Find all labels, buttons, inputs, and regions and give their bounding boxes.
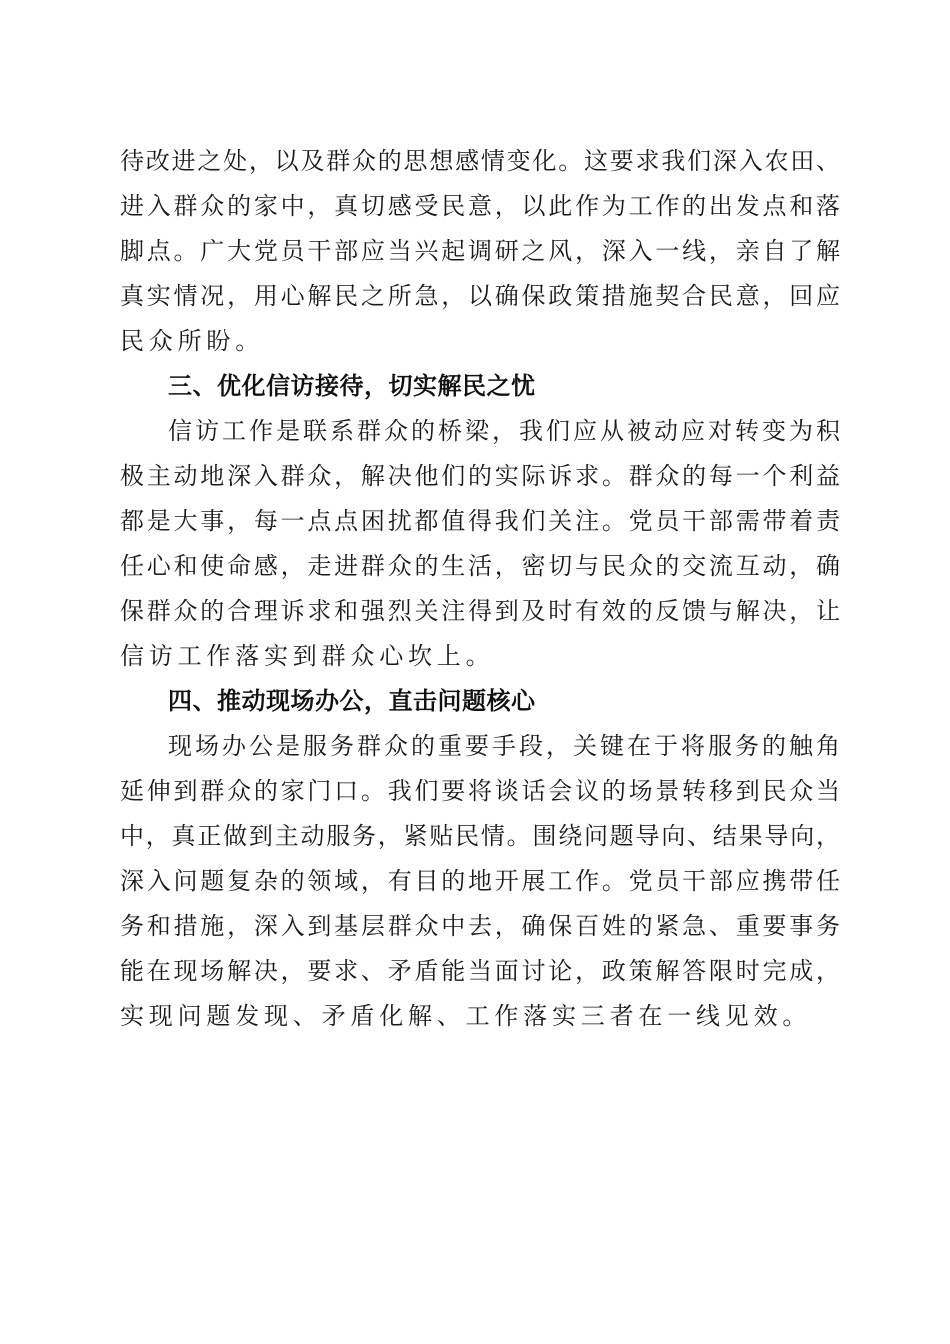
section-heading-3: 三、优化信访接待，切实解民之忧 xyxy=(168,372,536,400)
paragraph-line: 中，真正做到主动服务，紧贴民情。围绕问题导向、结果导向， xyxy=(120,822,840,850)
paragraph-line: 待改进之处，以及群众的思想感情变化。这要求我们深入农田、 xyxy=(120,147,840,175)
paragraph-line: 实现问题发现、矛盾化解、工作落实三者在一线见效。 xyxy=(120,1002,812,1030)
section-heading-4: 四、推动现场办公，直击问题核心 xyxy=(168,687,536,715)
paragraph-line: 真实情况，用心解民之所急，以确保政策措施契合民意，回应 xyxy=(120,282,840,310)
paragraph-line: 能在现场解决，要求、矛盾能当面讨论，政策解答限时完成， xyxy=(120,957,840,985)
paragraph-line: 都是大事，每一点点困扰都值得我们关注。党员干部需带着责 xyxy=(120,507,840,535)
paragraph-line: 脚点。广大党员干部应当兴起调研之风，深入一线，亲自了解 xyxy=(120,237,840,265)
paragraph-line: 深入问题复杂的领域，有目的地开展工作。党员干部应携带任 xyxy=(120,867,840,895)
paragraph-line: 现场办公是服务群众的重要手段，关键在于将服务的触角 xyxy=(168,732,840,760)
paragraph-line: 任心和使命感，走进群众的生活，密切与民众的交流互动，确 xyxy=(120,552,840,580)
paragraph-line: 信访工作是联系群众的桥梁，我们应从被动应对转变为积 xyxy=(168,417,840,445)
paragraph-line: 保群众的合理诉求和强烈关注得到及时有效的反馈与解决，让 xyxy=(120,597,840,625)
paragraph-line: 民众所盼。 xyxy=(120,327,264,355)
paragraph-line: 信访工作落实到群众心坎上。 xyxy=(120,642,495,670)
paragraph-line: 极主动地深入群众，解决他们的实际诉求。群众的每一个利益 xyxy=(120,462,840,490)
paragraph-line: 务和措施，深入到基层群众中去，确保百姓的紧急、重要事务 xyxy=(120,912,840,940)
paragraph-line: 进入群众的家中，真切感受民意，以此作为工作的出发点和落 xyxy=(120,192,840,220)
paragraph-line: 延伸到群众的家门口。我们要将谈话会议的场景转移到民众当 xyxy=(120,777,840,805)
